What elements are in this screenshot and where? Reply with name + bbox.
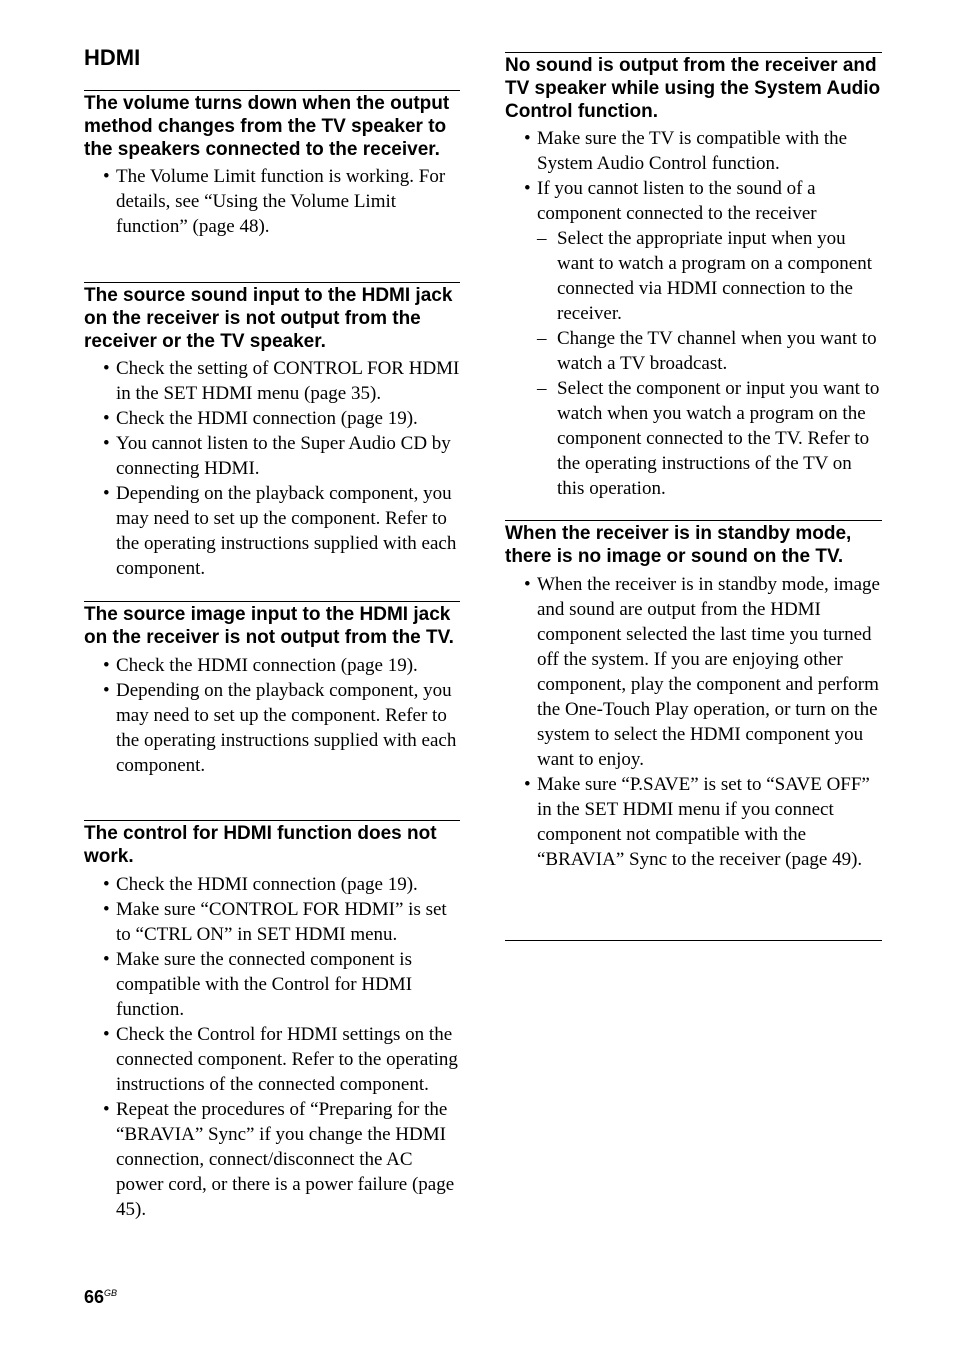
bullet-list xyxy=(505,126,882,501)
bullet-item: • Make sure the connected component is compatible with the Control for HDMI function. xyxy=(84,947,460,1022)
bullet-list xyxy=(84,872,460,1222)
bullet-item: • When the receiver is in standby mode, image and sound are output from the HDMI component selected the last time you turned off the system. If you are enjoying other component, play the component and perform the One-Touch Play operation, or turn on the system to select the HDMI component you want to enjoy. xyxy=(505,572,882,772)
bullet-item: • Check the HDMI connection (page 19). xyxy=(84,872,460,897)
issue-heading: When the receiver is in standby mode, there is no image or sound on the TV. xyxy=(505,523,852,567)
issue-heading: The source sound input to the HDMI jack on the receiver is not output from the receiver or the TV speaker. xyxy=(84,285,453,352)
bullet-list xyxy=(84,653,460,778)
bullet-item xyxy=(505,176,882,501)
bullet-item: • The Volume Limit function is working. For details, see “Using the Volume Limit function” (page 48). xyxy=(84,164,460,239)
bullet-item: • Depending on the playback component, you may need to set up the component. Refer to the operating instructions supplied with each component. xyxy=(84,678,460,778)
dash-list xyxy=(537,226,882,501)
bullet-list xyxy=(84,356,460,581)
dash-item: – Select the component or input you want to watch when you watch a program on the component connected to the TV. Refer to the operating instructions of the TV on this operation. xyxy=(537,376,882,501)
bullet-item: • Check the HDMI connection (page 19). xyxy=(84,406,460,431)
bullet-item: • Check the Control for HDMI settings on the connected component. Refer to the operating instructions of the connected component. xyxy=(84,1022,460,1097)
bullet-item: • You cannot listen to the Super Audio CD by connecting HDMI. xyxy=(84,431,460,481)
section-end-rule xyxy=(505,940,882,941)
bullet-item: • Make sure the TV is compatible with the System Audio Control function. xyxy=(505,126,882,176)
issue-heading: No sound is output from the receiver and TV speaker while using the System Audio Control function. xyxy=(505,55,881,122)
issue-section xyxy=(84,601,460,778)
issue-section xyxy=(505,52,882,501)
bullet-item: • Depending on the playback component, you may need to set up the component. Refer to the operating instructions supplied with each component. xyxy=(84,481,460,581)
page-number xyxy=(84,1283,117,1307)
issue-heading: The control for HDMI function does not work. xyxy=(84,823,437,867)
bullet-list xyxy=(505,572,882,872)
dash-item: – Select the appropriate input when you want to watch a program on a component connected via HDMI connection to the receiver. xyxy=(537,226,882,326)
issue-section xyxy=(84,820,460,1222)
section-title: HDMI xyxy=(84,45,141,70)
bullet-item: • Make sure “P.SAVE” is set to “SAVE OFF” in the SET HDMI menu if you connect component not compatible with the “BRAVIA” Sync to the receiver (page 49). xyxy=(505,772,882,872)
bullet-list xyxy=(84,164,460,239)
bullet-item-text: If you cannot listen to the sound of a component connected to the receiver xyxy=(537,178,817,225)
page-number-value: 66 xyxy=(84,1287,105,1307)
issue-heading: The source image input to the HDMI jack on the receiver is not output from the TV. xyxy=(84,604,454,648)
dash-item: – Change the TV channel when you want to watch a TV broadcast. xyxy=(537,326,882,376)
issue-section xyxy=(505,520,882,872)
issue-heading: The volume turns down when the output method changes from the TV speaker to the speakers connected to the receiver. xyxy=(84,93,450,160)
issue-section xyxy=(84,90,460,239)
bullet-item: • Make sure “CONTROL FOR HDMI” is set to “CTRL ON” in SET HDMI menu. xyxy=(84,897,460,947)
page-number-suffix: GB xyxy=(104,1288,118,1298)
issue-section xyxy=(84,282,460,581)
bullet-item: • Check the HDMI connection (page 19). xyxy=(84,653,460,678)
bullet-item: • Check the setting of CONTROL FOR HDMI in the SET HDMI menu (page 35). xyxy=(84,356,460,406)
bullet-item: • Repeat the procedures of “Preparing for the “BRAVIA” Sync” if you change the HDMI connection, connect/disconnect the AC power cord, or there is a power failure (page 45). xyxy=(84,1097,460,1222)
